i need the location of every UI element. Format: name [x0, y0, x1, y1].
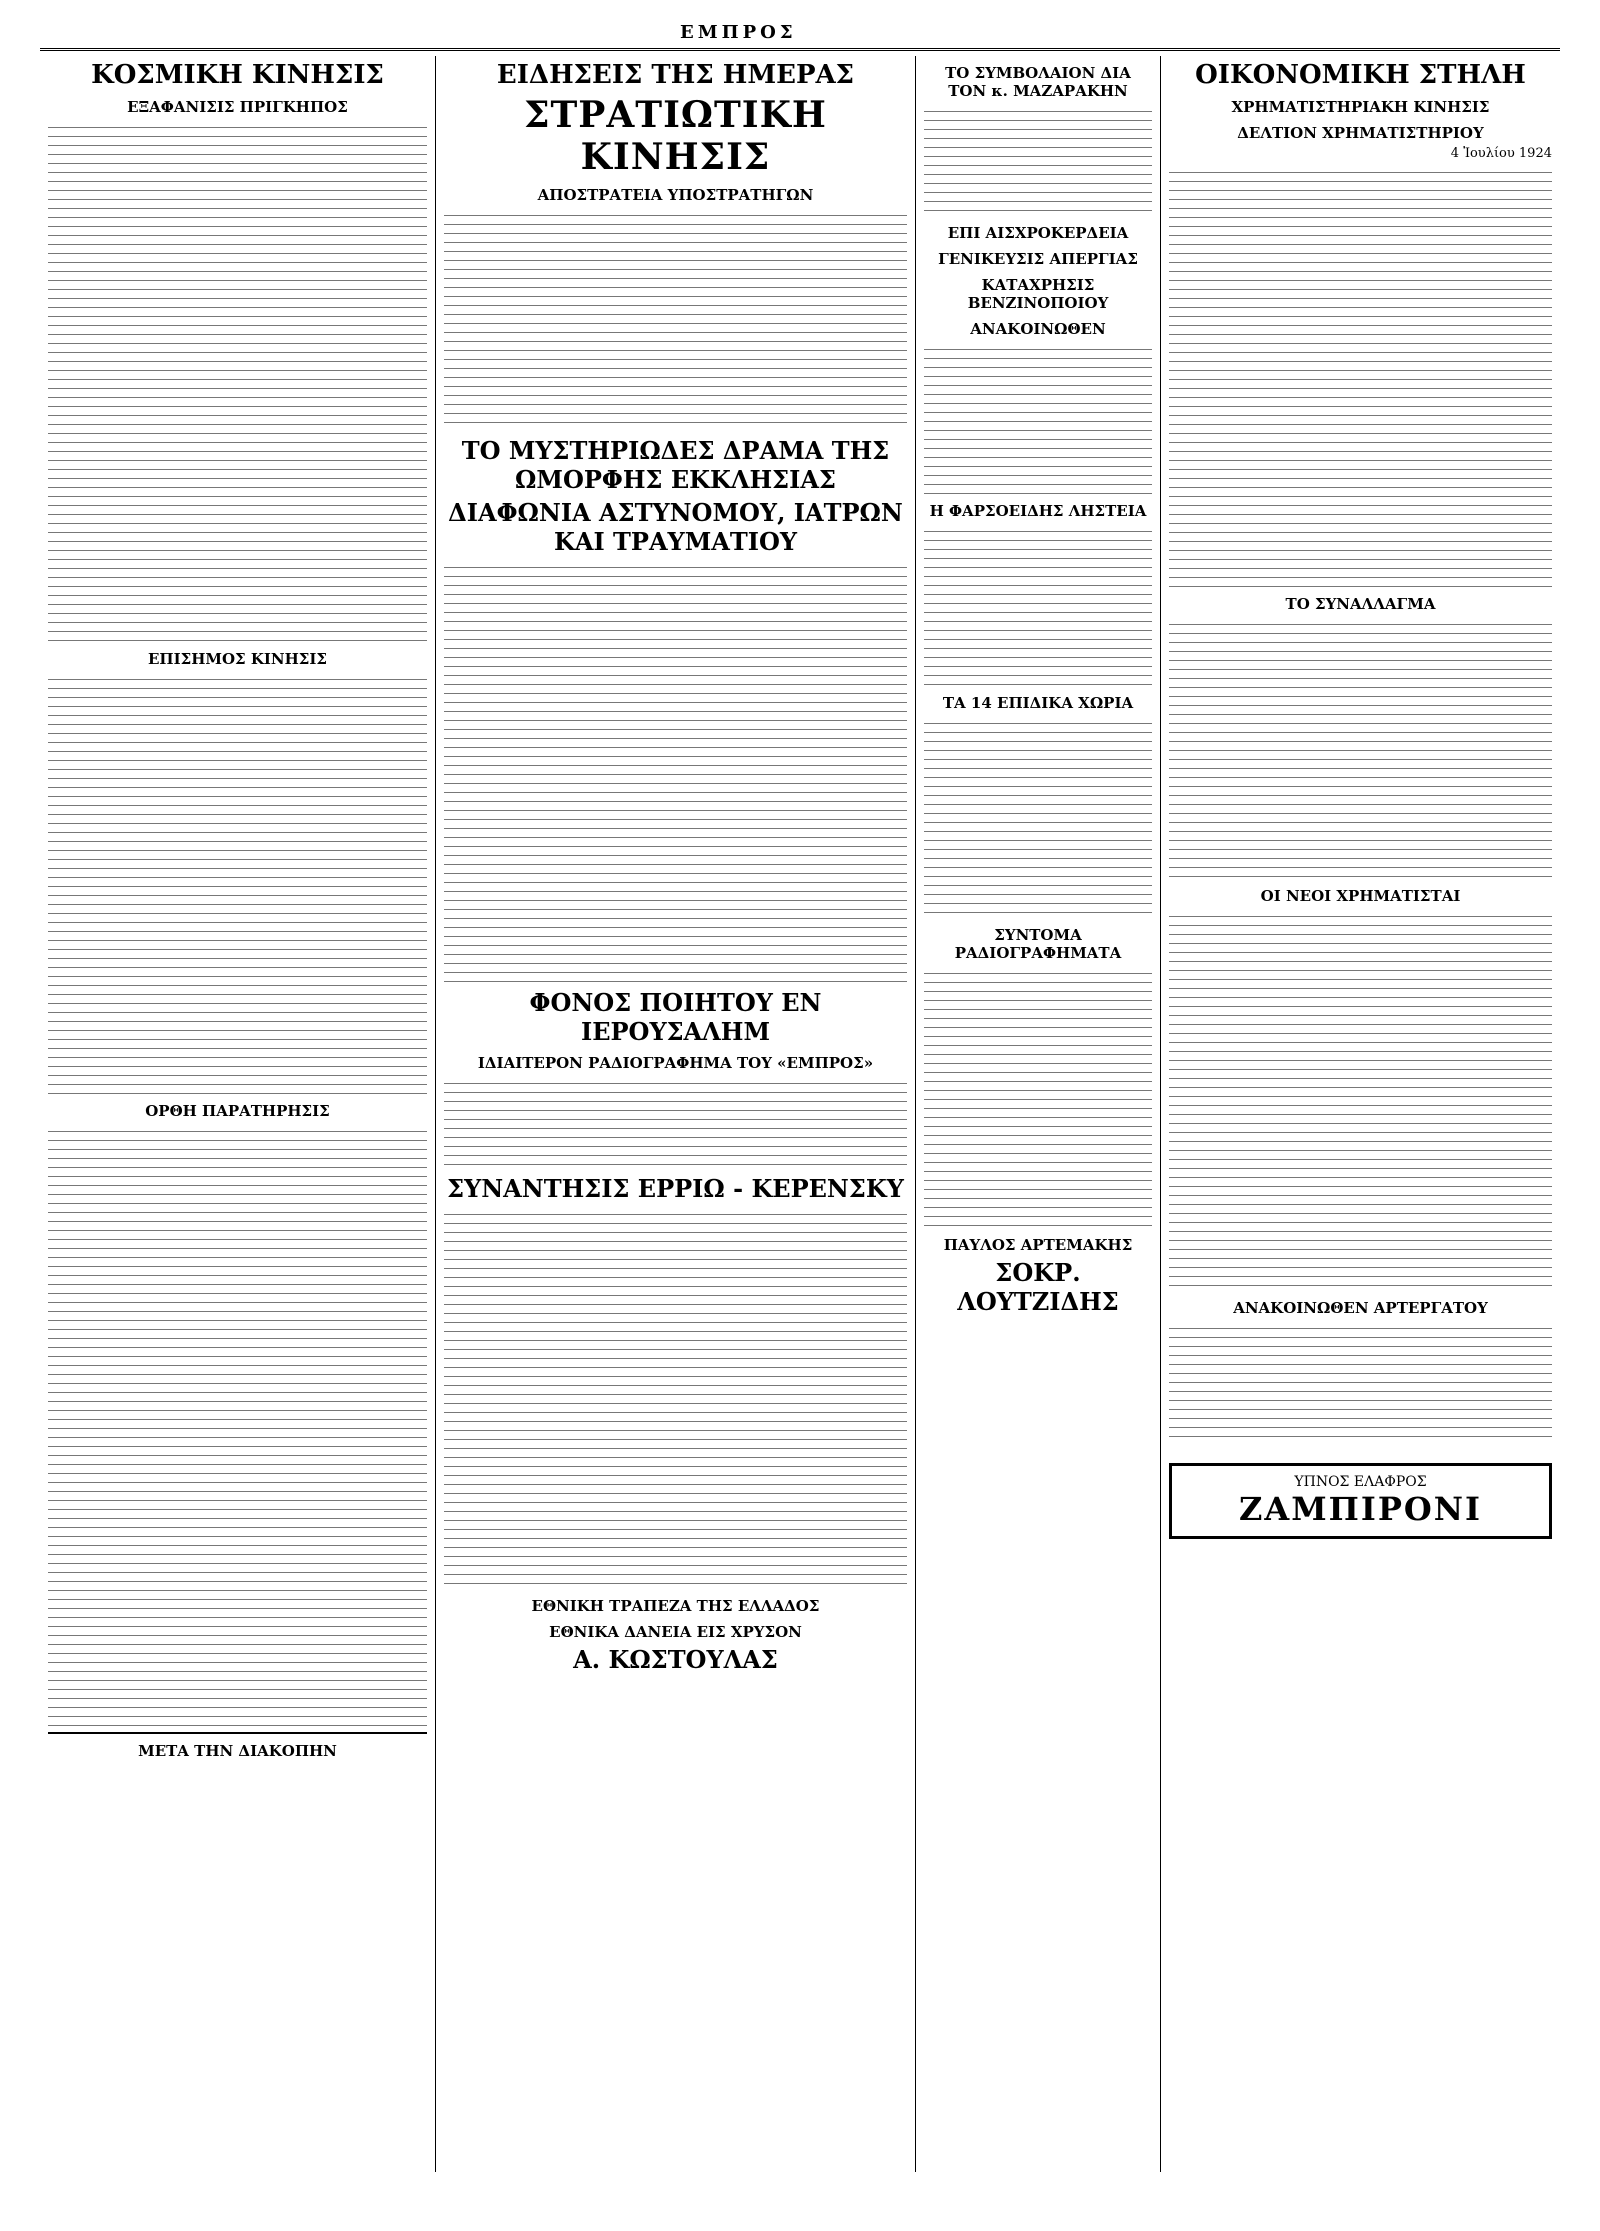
loans-heading: ΕΘΝΙΚΑ ΔΑΝΕΙΑ ΕΙΣ ΧΡΥΣΟΝ — [549, 1623, 802, 1641]
article-text — [924, 106, 1152, 216]
top-rule — [40, 22, 1560, 51]
heading-economy: ΟΙΚΟΝΟΜΙΚΗ ΣΤΗΛΗ — [1195, 60, 1526, 90]
article-text — [444, 1078, 907, 1168]
heading-news: ΕΙΔΗΣΕΙΣ ΤΗΣ ΗΜΕΡΑΣ — [496, 60, 855, 90]
date: 4 Ἰουλίου 1924 — [1450, 146, 1552, 161]
newspaper-page — [40, 22, 1560, 2172]
heading: ΠΑΥΛΟΣ ΑΡΤΕΜΑΚΗΣ — [943, 1236, 1133, 1254]
masthead: ΕΜΠΡΟΣ — [680, 22, 797, 43]
radio-line: ΙΔΙΑΙΤΕΡΟΝ ΡΑΔΙΟΓΡΑΦΗΜΑ ΤΟΥ «ΕΜΠΡΟΣ» — [477, 1054, 874, 1072]
article-text — [48, 674, 427, 1094]
article-text — [444, 562, 907, 982]
headline-mystery-sub: ΔΙΑΦΩΝΙΑ ΑΣΤΥΝΟΜΟΥ, ΙΑΤΡΩΝ ΚΑΙ ΤΡΑΥΜΑΤΙΟΥ — [448, 498, 903, 556]
heading-contract: ΤΟ ΣΥΜΒΟΛΑΙΟΝ ΔΙΑ ΤΟΝ κ. ΜΑΖΑΡΑΚΗΝ — [945, 64, 1131, 100]
article-text — [924, 968, 1152, 1228]
article-text — [1169, 1323, 1552, 1443]
heading: ΕΠΙ ΑΙΣΧΡΟΚΕΡΔΕΙΑ — [947, 224, 1129, 242]
subheading: ΟΙ ΝΕΟΙ ΧΡΗΜΑΤΙΣΤΑΙ — [1260, 887, 1461, 905]
article-text — [444, 1209, 907, 1589]
subheading: ΧΡΗΜΑΤΙΣΤΗΡΙΑΚΗ ΚΙΝΗΣΙΣ — [1231, 98, 1490, 116]
article-text — [924, 718, 1152, 918]
article-text — [1169, 911, 1552, 1291]
heading: ΓΕΝΙΚΕΥΣΙΣ ΑΠΕΡΓΙΑΣ — [938, 250, 1138, 268]
subheading: ΕΠΙΣΗΜΟΣ ΚΙΝΗΣΙΣ — [147, 650, 328, 668]
column-news — [435, 56, 915, 2172]
heading: ΑΝΑΚΟΙΝΩΘΕΝ — [970, 320, 1106, 338]
heading: ΣΥΝΤΟΜΑ ΡΑΔΙΟΓΡΑΦΗΜΑΤΑ — [954, 926, 1122, 962]
article-text — [48, 1126, 427, 1726]
column-misc — [915, 56, 1160, 2172]
article-text — [924, 344, 1152, 494]
column-social — [40, 56, 435, 2172]
column-economy — [1160, 56, 1560, 2172]
advert-title: ΖΑΜΠΙΡΟΝΙ — [1239, 1490, 1482, 1528]
headline-meeting: ΣΥΝΑΝΤΗΣΙΣ ΕΡΡΙΩ - ΚΕΡΕΝΣΚΥ — [447, 1174, 904, 1203]
article-text — [924, 526, 1152, 686]
headline-murder: ΦΟΝΟΣ ΠΟΙΗΤΟΥ ΕΝ ΙΕΡΟΥΣΑΛΗΜ — [529, 988, 822, 1046]
article-text — [444, 210, 907, 430]
subheading: ΕΞΑΦΑΝΙΣΙΣ ΠΡΙΓΚΗΠΟΣ — [127, 98, 348, 116]
bank-heading: ΕΘΝΙΚΗ ΤΡΑΠΕΖΑ ΤΗΣ ΕΛΛΑΔΟΣ — [531, 1597, 820, 1615]
heading: Η ΦΑΡΣΟΕΙΔΗΣ ΛΗΣΤΕΙΑ — [929, 502, 1147, 520]
heading: ΚΑΤΑΧΡΗΣΙΣ ΒΕΝΖΙΝΟΠΟΙΟΥ — [967, 276, 1109, 312]
subheading: ΔΕΛΤΙΟΝ ΧΡΗΜΑΤΙΣΤΗΡΙΟΥ — [1237, 124, 1484, 142]
heading-social: ΚΟΣΜΙΚΗ ΚΙΝΗΣΙΣ — [91, 60, 384, 90]
heading: ΤΑ 14 ΕΠΙΔΙΚΑ ΧΩΡΙΑ — [942, 694, 1134, 712]
subheading: ΟΡΘΗ ΠΑΡΑΤΗΡΗΣΙΣ — [145, 1102, 330, 1120]
subheading: ΑΠΟΣΤΡΑΤΕΙΑ ΥΠΟΣΤΡΑΤΗΓΩΝ — [537, 186, 814, 204]
ad-name: ΣΟΚΡ. ΛΟΥΤΖΙΔΗΣ — [957, 1258, 1119, 1316]
headline-military: ΣΤΡΑΤΙΩΤΙΚΗ ΚΙΝΗΣΙΣ — [524, 94, 827, 178]
article-text — [1169, 619, 1552, 879]
price-table — [1169, 167, 1552, 587]
bottom-heading: ΜΕΤΑ ΤΗΝ ΔΙΑΚΟΠΗΝ — [138, 1742, 337, 1760]
article-text — [48, 122, 427, 642]
ad-name: Α. ΚΩΣΤΟΥΛΑΣ — [573, 1645, 778, 1674]
headline-mystery: ΤΟ ΜΥΣΤΗΡΙΩΔΕΣ ΔΡΑΜΑ ΤΗΣ ΩΜΟΡΦΗΣ ΕΚΚΛΗΣΙΑΣ — [461, 436, 890, 494]
advert-box — [1169, 1463, 1552, 1539]
subheading: ΤΟ ΣΥΝΑΛΛΑΓΜΑ — [1285, 595, 1436, 613]
subheading: ΑΝΑΚΟΙΝΩΘΕΝ ΑΡΤΕΡΓΑΤΟΥ — [1233, 1299, 1488, 1317]
advert-line: ΥΠΝΟΣ ΕΛΑΦΡΟΣ — [1294, 1474, 1427, 1490]
